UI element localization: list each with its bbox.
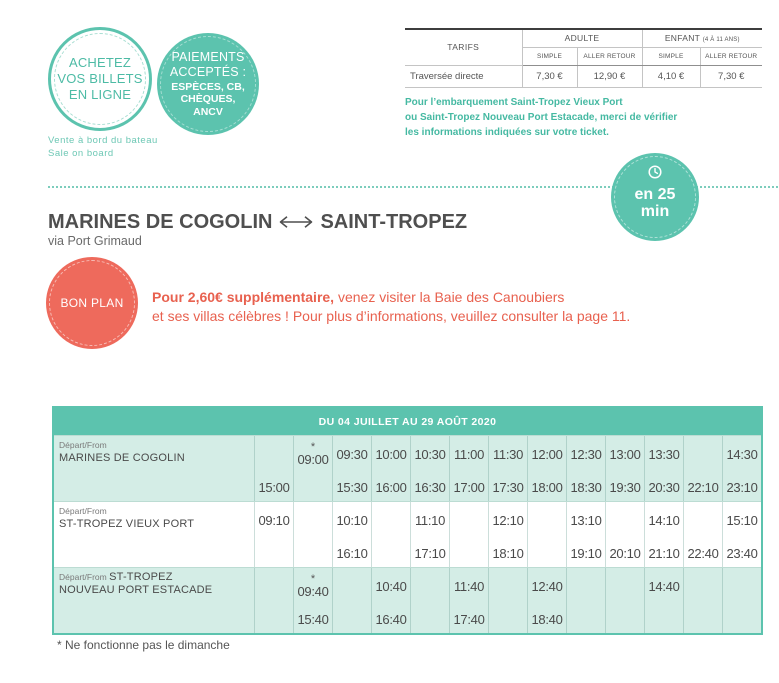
station-label-line [59, 505, 254, 517]
departure-time: 15:00 [258, 479, 290, 495]
time-column [410, 436, 449, 501]
tarifs-header-row [405, 29, 762, 47]
time-slot [684, 436, 722, 473]
time-column [332, 568, 371, 633]
departure-time: 09:40 [297, 584, 329, 599]
time-slot [684, 605, 722, 633]
time-column [332, 436, 371, 501]
time-slot [645, 605, 683, 633]
time-column [488, 502, 527, 567]
departure-time: 14:40 [648, 579, 680, 594]
time-column [644, 436, 683, 501]
fare-type-header: ALLER RETOUR [577, 47, 642, 65]
time-slot [411, 502, 449, 539]
time-column [644, 502, 683, 567]
time-column [488, 568, 527, 633]
departure-time: 11:10 [414, 513, 446, 528]
departure-time: 09:10 [258, 513, 290, 528]
time-column [722, 568, 761, 633]
time-slot [489, 539, 527, 567]
time-slot [489, 436, 527, 473]
notice-line: les informations indiquées sur votre ticket. [405, 127, 609, 138]
time-slot [528, 539, 566, 567]
route-type-label: Traversée directe [405, 65, 522, 87]
departure-time: 16:30 [414, 479, 446, 495]
time-slot [411, 473, 449, 501]
time-column [410, 502, 449, 567]
departure-time: 11:30 [492, 447, 524, 462]
departure-time: 23:40 [726, 545, 758, 561]
tarifs-row [405, 65, 762, 87]
double-arrow-icon [278, 215, 314, 229]
time-column [683, 568, 722, 633]
tarifs-header: TARIFS [405, 29, 522, 65]
time-column [527, 502, 566, 567]
time-column [722, 436, 761, 501]
time-column [527, 568, 566, 633]
departure-time: 16:40 [375, 611, 407, 627]
time-column [449, 502, 488, 567]
timetable-row [54, 567, 761, 633]
time-column [254, 502, 293, 567]
time-slot [567, 605, 605, 633]
time-slot [528, 473, 566, 501]
time-slot [489, 568, 527, 605]
time-slot [333, 436, 371, 473]
departure-time: 14:30 [726, 447, 758, 462]
time-slot [372, 436, 410, 473]
departure-time: 17:10 [414, 545, 446, 561]
time-slot [567, 539, 605, 567]
departure-time: 15:40 [297, 611, 329, 627]
departure-time: 13:00 [609, 447, 641, 462]
child-age-note: (4 À 11 ANS) [702, 37, 740, 44]
bon-plan-badge [46, 257, 138, 349]
departure-time: 18:00 [531, 479, 563, 495]
time-slot [450, 473, 488, 501]
fare-type-header: SIMPLE [642, 47, 700, 65]
price-cell: 7,30 € [522, 65, 577, 87]
departure-time: 20:10 [609, 545, 641, 561]
time-slot [528, 605, 566, 633]
bon-plan-label: BON PLAN [60, 296, 124, 310]
time-slot [294, 502, 332, 539]
departure-time: 16:00 [375, 479, 407, 495]
departure-time: 13:30 [648, 447, 680, 462]
child-label: ENFANT [664, 33, 701, 44]
departure-time: 19:30 [609, 479, 641, 495]
route-to: SAINT-TROPEZ [320, 211, 468, 233]
time-slot [411, 539, 449, 567]
time-slot [333, 539, 371, 567]
time-column [332, 502, 371, 567]
buy-online-line: ACHETEZ [68, 55, 132, 70]
departure-time: 13:10 [570, 513, 602, 528]
time-column [293, 436, 332, 501]
time-column [566, 502, 605, 567]
fare-type-header: SIMPLE [522, 47, 577, 65]
time-column [527, 436, 566, 501]
time-column [371, 568, 410, 633]
time-slot [528, 436, 566, 473]
time-slot [411, 605, 449, 633]
price-cell: 12,90 € [577, 65, 642, 87]
departure-time: 20:30 [648, 479, 680, 495]
departure-time: 18:10 [492, 545, 524, 561]
payments-title-line: PAIEMENTS [171, 49, 245, 64]
departure-time: 18:30 [570, 479, 602, 495]
time-slot [606, 502, 644, 539]
bon-plan-text [152, 288, 630, 326]
adult-label: ADULTE [564, 33, 600, 44]
time-slot [567, 436, 605, 473]
child-group-header [642, 29, 762, 47]
time-slot [645, 539, 683, 567]
time-column [254, 436, 293, 501]
time-column [566, 568, 605, 633]
time-slot [255, 502, 293, 539]
station-cell [54, 502, 254, 567]
departure-time: 14:10 [648, 513, 680, 528]
buy-online-line: VOS BILLETS [57, 71, 143, 86]
time-column [449, 436, 488, 501]
price-cell: 7,30 € [700, 65, 762, 87]
time-slot [450, 539, 488, 567]
time-slot [684, 502, 722, 539]
timetable-row [54, 501, 761, 567]
time-column [371, 502, 410, 567]
time-slot [567, 502, 605, 539]
time-column [293, 568, 332, 633]
station-label-line [59, 439, 254, 451]
boarding-notice [405, 95, 677, 140]
onboard-sale-note [48, 134, 158, 160]
station-cell [54, 568, 254, 633]
time-slot [411, 436, 449, 473]
payments-badge [157, 33, 259, 135]
time-slot [294, 436, 332, 473]
route-via: via Port Grimaud [48, 234, 142, 248]
time-slot [255, 473, 293, 501]
departure-time: 11:40 [453, 579, 485, 594]
notice-line: ou Saint-Tropez Nouveau Port Estacade, merci de vérifier [405, 112, 678, 123]
time-slot [411, 568, 449, 605]
time-column [605, 568, 644, 633]
time-column [488, 436, 527, 501]
time-slot [450, 502, 488, 539]
time-slot [255, 539, 293, 567]
departure-label: Départ/From [59, 440, 107, 450]
time-slot [723, 502, 761, 539]
departure-time: 12:10 [492, 513, 524, 528]
time-slot [450, 436, 488, 473]
time-slot [645, 568, 683, 605]
payment-method-line: CHÈQUES, [180, 93, 236, 106]
departure-time: 12:00 [531, 447, 563, 462]
time-column [410, 568, 449, 633]
time-slot [294, 568, 332, 605]
time-column [371, 436, 410, 501]
duration-unit: min [640, 203, 670, 220]
time-slot [372, 473, 410, 501]
departure-time: 17:00 [453, 479, 485, 495]
time-slot [684, 473, 722, 501]
timetable-period: DU 04 JUILLET AU 29 AOÛT 2020 [54, 408, 761, 435]
time-column [722, 502, 761, 567]
station-name: ST-TROPEZ VIEUX PORT [59, 518, 195, 530]
time-column [293, 502, 332, 567]
time-slot [489, 502, 527, 539]
time-slot [333, 568, 371, 605]
time-slot [333, 473, 371, 501]
route-title [48, 210, 467, 234]
time-column [605, 436, 644, 501]
time-slot [606, 436, 644, 473]
time-slot [294, 473, 332, 501]
onboard-sale-fr: Vente à bord du bateau [48, 135, 158, 146]
station-name: ST-TROPEZ [109, 571, 173, 583]
departure-time: 18:40 [531, 611, 563, 627]
time-slot [606, 568, 644, 605]
departure-time: 17:30 [492, 479, 524, 495]
time-slot [567, 473, 605, 501]
tarifs-table [405, 28, 762, 88]
departure-time: 12:40 [531, 579, 563, 594]
time-column [644, 568, 683, 633]
promo-text: venez visiter la Baie des Canoubiers [334, 289, 565, 305]
departure-time: 21:10 [648, 545, 680, 561]
time-slot [684, 568, 722, 605]
departure-time: 16:10 [336, 545, 368, 561]
time-slot [567, 568, 605, 605]
duration-value: en 25 [634, 186, 676, 203]
time-slot [450, 605, 488, 633]
sunday-exception-star: * [310, 441, 316, 453]
promo-highlight: Pour 2,60€ supplémentaire, [152, 289, 335, 305]
time-slot [723, 473, 761, 501]
departure-time: 22:10 [687, 479, 719, 495]
time-slot [723, 568, 761, 605]
time-slot [606, 605, 644, 633]
time-slot [372, 502, 410, 539]
departure-time: 12:30 [570, 447, 602, 462]
departure-time: 09:00 [297, 452, 329, 467]
departure-time: 22:40 [687, 545, 719, 561]
departure-time: 15:30 [336, 479, 368, 495]
time-slot [450, 568, 488, 605]
time-slot [606, 539, 644, 567]
time-slot [294, 605, 332, 633]
time-slot [528, 568, 566, 605]
timetable-body [54, 435, 761, 633]
timetable-row [54, 435, 761, 501]
duration-badge [611, 153, 699, 241]
departure-time: 11:00 [453, 447, 485, 462]
departure-time: 23:10 [726, 479, 758, 495]
fare-type-header: ALLER RETOUR [700, 47, 762, 65]
promo-line: et ses villas célèbres ! Pour plus d’informations, veuillez consulter la page 11. [152, 308, 631, 324]
time-slot [372, 605, 410, 633]
notice-line: Pour l’embarquement Saint-Tropez Vieux Port [405, 97, 623, 108]
departure-time: 15:10 [726, 513, 758, 528]
station-name: MARINES DE COGOLIN [59, 452, 185, 464]
departure-time: 10:30 [414, 447, 446, 462]
time-slot [489, 473, 527, 501]
time-slot [255, 605, 293, 633]
payment-methods [171, 81, 245, 119]
departure-time: 17:40 [453, 611, 485, 627]
time-slot [255, 436, 293, 473]
payments-title [170, 50, 246, 80]
time-slot [645, 436, 683, 473]
time-column [449, 568, 488, 633]
route-from: MARINES DE COGOLIN [48, 211, 273, 233]
departure-label: Départ/From [59, 506, 107, 516]
time-slot [255, 568, 293, 605]
time-column [254, 568, 293, 633]
time-slot [723, 539, 761, 567]
timetable [52, 406, 763, 635]
time-column [683, 502, 722, 567]
time-slot [372, 568, 410, 605]
time-slot [645, 473, 683, 501]
departure-time: 10:00 [375, 447, 407, 462]
time-slot [333, 502, 371, 539]
time-column [605, 502, 644, 567]
time-column [683, 436, 722, 501]
buy-online-badge [48, 27, 152, 131]
station-label-line [59, 571, 254, 583]
departure-time: 09:30 [336, 447, 368, 462]
departure-time: 10:40 [375, 579, 407, 594]
time-slot [723, 605, 761, 633]
adult-group-header [522, 29, 642, 47]
price-cell: 4,10 € [642, 65, 700, 87]
time-slot [372, 539, 410, 567]
onboard-sale-en: Sale on board [48, 148, 114, 159]
departure-label: Départ/From [59, 572, 107, 582]
promo-line [152, 288, 630, 307]
time-slot [645, 502, 683, 539]
departure-time: 19:10 [570, 545, 602, 561]
payment-method-line: ESPÈCES, CB, [171, 80, 245, 93]
payments-title-line: ACCEPTÉS : [169, 64, 247, 79]
time-column [566, 436, 605, 501]
time-slot [333, 605, 371, 633]
buy-online-line: EN LIGNE [68, 87, 132, 102]
departure-time: 10:10 [336, 513, 368, 528]
station-cell [54, 436, 254, 501]
time-slot [528, 502, 566, 539]
payment-method-line: ANCV [193, 105, 223, 118]
time-slot [684, 539, 722, 567]
footnote: * Ne fonctionne pas le dimanche [57, 638, 230, 652]
station-name: NOUVEAU PORT ESTACADE [59, 584, 213, 596]
sunday-exception-star: * [310, 573, 316, 585]
time-slot [294, 539, 332, 567]
clock-icon [648, 165, 662, 179]
time-slot [489, 605, 527, 633]
time-slot [723, 436, 761, 473]
time-slot [606, 473, 644, 501]
